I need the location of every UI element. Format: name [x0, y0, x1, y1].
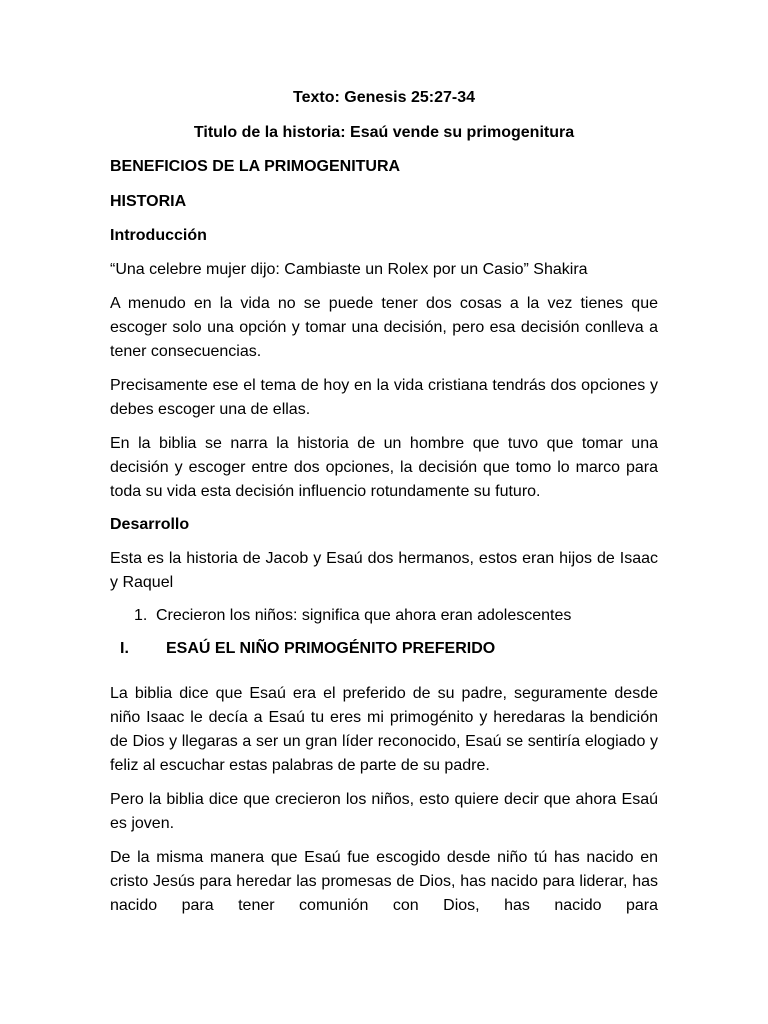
quote: “Una celebre mujer dijo: Cambiaste un Rolex por un Casio” Shakira — [110, 261, 588, 278]
section-heading — [110, 637, 658, 661]
story-title: Titulo de la historia: Esaú vende su primogenitura — [193, 124, 575, 141]
intro-paragraph-1: A menudo en la vida no se puede tener dos cosas a la vez tienes que escoger solo una opción y tomar una decisión, pero esa decisión conlleva a tener consecuencias. — [110, 295, 658, 360]
heading-development: Desarrollo — [110, 516, 190, 533]
heading-benefits: BENEFICIOS DE LA PRIMOGENITURA — [110, 158, 401, 175]
intro-paragraph-3: En la biblia se narra la historia de un hombre que tuvo que tomar una decisión y escoger entre dos opciones, la decisión que tomo lo marco para toda su vida esta decisión influencio rotundamente su futuro. — [110, 435, 658, 500]
heading-intro: Introducción — [110, 227, 207, 244]
intro-paragraph-2: Precisamente ese el tema de hoy en la vida cristiana tendrás dos opciones y debes escoger una de ellas. — [110, 377, 658, 418]
section-paragraph-1: La biblia dice que Esaú era el preferido de su padre, seguramente desde niño Isaac le decía a Esaú tu eres mi primogénito y heredaras la bendición de Dios y llegaras a ser un gran líder reconocido, Esaú se sentiría elogiado y feliz al escuchar estas palabras de parte de su padre. — [110, 685, 658, 774]
list-item — [110, 604, 658, 628]
text-reference: Texto: Genesis 25:27-34 — [292, 89, 475, 106]
section-paragraph-3: De la misma manera que Esaú fue escogido desde niño tú has nacido en cristo Jesús para heredar las promesas de Dios, has nacido para liderar, has nacido para tener comunión con Dios, has nacido para — [110, 849, 658, 914]
document-body — [110, 86, 658, 918]
list-item-number: 1. — [134, 607, 148, 624]
heading-story: HISTORIA — [110, 193, 187, 210]
section-paragraph-2: Pero la biblia dice que crecieron los niños, esto quiere decir que ahora Esaú es joven. — [110, 791, 658, 832]
section-number: I. — [120, 640, 129, 657]
section-title: ESAÚ EL NIÑO PRIMOGÉNITO PREFERIDO — [166, 640, 496, 657]
development-paragraph: Esta es la historia de Jacob y Esaú dos hermanos, estos eran hijos de Isaac y Raquel — [110, 550, 658, 591]
list-item-text: Crecieron los niños: significa que ahora eran adolescentes — [156, 607, 572, 624]
